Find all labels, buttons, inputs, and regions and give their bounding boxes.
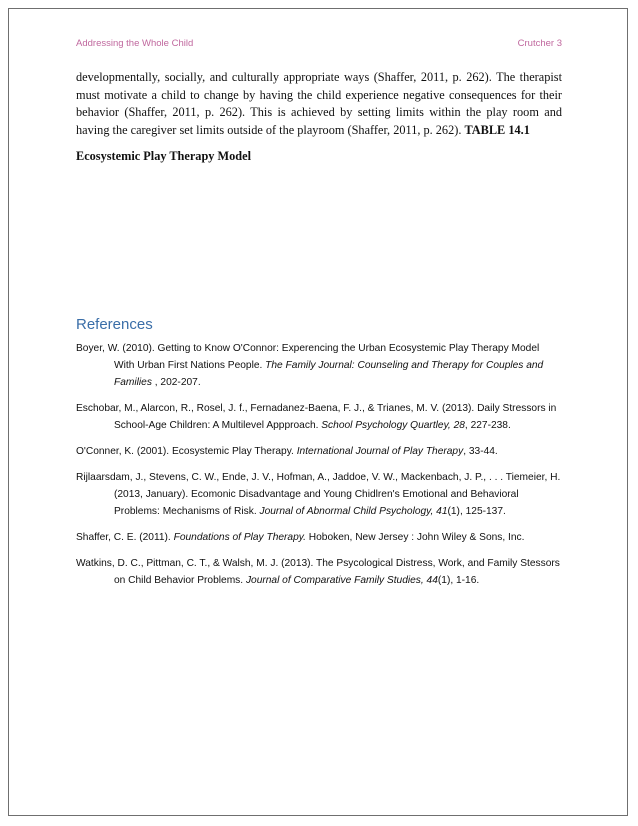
reference-line	[76, 443, 568, 460]
table-title: Ecosystemic Play Therapy Model	[76, 149, 251, 163]
reference-item	[76, 555, 568, 589]
body-line-text: having the caregiver set limits outside of the playroom (Shaffer, 2011, p. 262).	[76, 122, 462, 137]
references-list	[76, 340, 568, 598]
reference-text: O'Conner, K. (2001). Ecosystemic Play Therapy.	[76, 446, 297, 457]
references-heading: References	[76, 316, 153, 333]
reference-journal: International Journal of Play Therapy	[296, 446, 464, 457]
reference-text: , 227-238.	[464, 420, 511, 431]
body-paragraph	[76, 69, 562, 139]
reference-item	[76, 400, 568, 434]
reference-item	[76, 443, 568, 460]
reference-text: , 33-44.	[463, 446, 498, 457]
reference-text: Shaffer, C. E. (2011).	[76, 532, 174, 543]
reference-book-title: Foundations of Play Therapy.	[173, 532, 306, 543]
reference-line: (2013, January). Ecomonic Disadvantage and Young Chidlren's Emotional and Behavioral	[114, 489, 519, 500]
reference-text: With Urban First Nations People.	[114, 360, 266, 371]
reference-line: Watkins, D. C., Pittman, C. T., & Walsh, M. J. (2013). The Psycological Distress, Work, and Family Stessors	[76, 558, 560, 569]
reference-line: Rijlaarsdam, J., Stevens, C. W., Ende, J. V., Hofman, A., Jaddoe, V. W., Mackenbach, J. P., . . . Tiemeier, H.	[76, 472, 561, 483]
page-number: Crutcher 3	[517, 38, 562, 49]
body-line: behavior (Shaffer, 2011, p. 262). This is achieved by setting limits within the play room and	[76, 105, 562, 119]
reference-item	[76, 469, 568, 520]
reference-line	[76, 529, 568, 546]
table-label: TABLE 14.1	[464, 122, 530, 137]
reference-line	[76, 417, 568, 434]
reference-line	[76, 572, 568, 589]
reference-journal: Journal of Comparative Family Studies, 44	[245, 575, 438, 586]
reference-text: Hoboken, New Jersey : John Wiley & Sons, Inc.	[305, 532, 525, 543]
reference-text: , 202-207.	[151, 377, 201, 388]
reference-text: on Child Behavior Problems.	[114, 575, 246, 586]
reference-line	[76, 503, 568, 520]
reference-journal: School Psychology Quartley, 28	[321, 420, 465, 431]
reference-text: Problems: Mechanisms of Risk.	[114, 506, 260, 517]
reference-line: Boyer, W. (2010). Getting to Know O'Connor: Experencing the Urban Ecosystemic Play Therapy Model	[76, 343, 540, 354]
reference-journal: Families	[114, 377, 152, 388]
reference-line: Eschobar, M., Alarcon, R., Rosel, J. f., Fernadanez-Baena, F. J., & Trianes, M. V. (2013). Daily Stressors in	[76, 403, 557, 414]
reference-line	[76, 374, 568, 391]
reference-text: (1), 1-16.	[437, 575, 480, 586]
reference-item	[76, 340, 568, 391]
reference-journal: Journal of Abnormal Child Psychology, 41	[259, 506, 448, 517]
reference-line	[76, 357, 568, 374]
body-line: developmentally, socially, and culturally appropriate ways (Shaffer, 2011, p. 262). The therapist	[76, 70, 562, 84]
body-line	[76, 122, 562, 140]
reference-text: School-Age Children: A Multilevel Appproach.	[114, 420, 322, 431]
reference-text: (1), 125-137.	[447, 506, 506, 517]
running-head: Addressing the Whole Child	[76, 38, 194, 49]
reference-journal: The Family Journal: Counseling and Therapy for Couples and	[265, 360, 544, 371]
body-line: must motivate a child to change by having the child experience negative consequences for their	[76, 87, 562, 102]
reference-item	[76, 529, 568, 546]
